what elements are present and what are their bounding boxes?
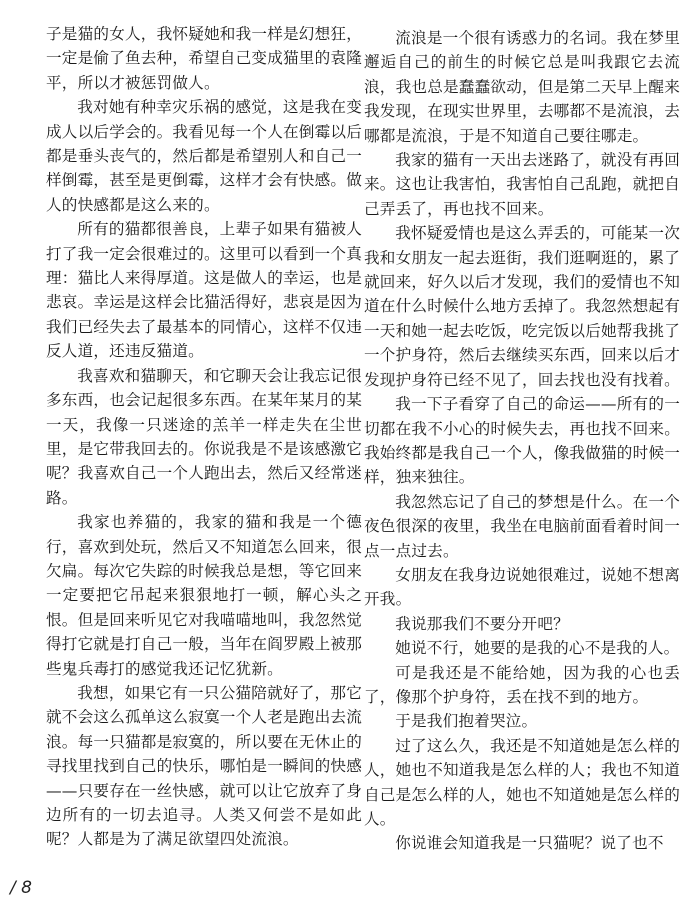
paragraph: 她说不行，她要的是我的心不是我的人。: [395, 639, 680, 658]
paragraph: 我一下子看穿了自己的命运——所有的一切都在我不小心的时候失去，再也找不回来。我始终都是我自己一个人，像我做猫的时候一样，独来独往。: [364, 395, 680, 487]
paragraph: 我说那我们不要分开吧？: [395, 614, 569, 633]
paragraph: 流浪是一个很有诱惑力的名词。我在梦里邂逅自己的前生的时候它总是叫我跟它去流浪，我也总是蠢蠢欲动，但是第二天早上醒来我发现，在现实世界里，去哪都不是流浪，去哪都是流浪，于是不知道自己要往哪走。: [364, 29, 680, 145]
paragraph: 所有的猫都很善良，上辈子如果有猫被人打了我一定会很难过的。这里可以看到一个真理：猫比人来得厚道。这是做人的幸运，也是悲哀。幸运是这样会比猫活得好，悲哀是因为我们已经失去了最基本的同情心，这样不仅违反人道，还违反猫道。: [46, 220, 362, 361]
paragraph: 我家的猫有一天出去迷路了，就没有再回来。这也让我害怕，我害怕自己乱跑，就把自己弄丢了，再也找不回来。: [364, 151, 680, 218]
paragraph: 我喜欢和猫聊天，和它聊天会让我忘记很多东西，也会记起很多东西。在某年某月的某一天，我像一只迷途的羔羊一样走失在尘世里，是它带我回去的。你说我是不是该感激它呢？我喜欢自己一个人跑出去，然后又经常迷路。: [46, 366, 362, 507]
paragraph: 我想，如果它有一只公猫陪就好了，那它就不会这么孤单这么寂寞一个人老是跑出去流浪。每一只猫都是寂寞的，所以要在无休止的寻找里找到自己的快乐，哪怕是一瞬间的快感——只要存在一丝快感，就可以让它放弃了身边所有的一切去追寻。人类又何尝不是如此呢？人都是为了满足欲望四处流浪。: [46, 683, 362, 849]
paragraph: 我怀疑爱情也是这么弄丢的，可能某一次我和女朋友一起去逛街，我们逛啊逛的，累了就回来，好久以后才发现，我们的爱情也不知道在什么时候什么地方丢掉了。我忽然想起有一天和她一起去吃饭，吃完饭以后她帮我挑了一个护身符，然后去继续买东西，回来以后才发现护身符已经不见了，回去找也没有找着。: [364, 224, 680, 389]
paragraph: 我家也养猫的，我家的猫和我是一个德行，喜欢到处玩，然后又不知道怎么回来，很欠扁。每次它失踪的时候我总是想，等它回来一定要把它吊起来狠狠地打一顿，解心头之恨。但是回来听见它对我喵喵地叫，我忽然觉得打它就是打自己一般，当年在阎罗殿上被那些鬼兵毒打的感觉我还记忆犹新。: [46, 513, 362, 678]
page-number: / 8: [10, 878, 32, 898]
paragraph: 于是我们抱着哭泣。: [395, 712, 538, 731]
paragraph: 子是猫的女人，我怀疑她和我一样是幻想狂，一定是偷了鱼去种，希望自己变成猫里的袁隆平，所以才被惩罚做人。: [46, 25, 362, 92]
right-text-column: [364, 26, 680, 856]
paragraph: 过了这么久，我还是不知道她是怎么样的人，她也不知道我是怎么样的人；我也不知道自己是怎么样的人，她也不知道她是怎么样的人。: [364, 736, 680, 828]
left-text-column: [46, 22, 362, 852]
paragraph: 你说谁会知道我是一只猫呢？说了也不: [395, 834, 664, 853]
paragraph: 我忽然忘记了自己的梦想是什么。在一个夜色很深的夜里，我坐在电脑前面看着时间一点一点过去。: [364, 492, 680, 560]
paragraph: 女朋友在我身边说她很难过，说她不想离开我。: [364, 565, 680, 609]
paragraph: 可是我还是不能给她，因为我的心也丢了，像那个护身符，丢在找不到的地方。: [364, 663, 680, 706]
paragraph: 我对她有种幸灾乐祸的感觉，这是我在变成人以后学会的。我看见每一个人在倒霉以后都是垂头丧气的，然后都是希望别人和自己一样倒霉，甚至是更倒霉，这样才会有快感。做人的快感都是这么来的。: [46, 98, 362, 214]
